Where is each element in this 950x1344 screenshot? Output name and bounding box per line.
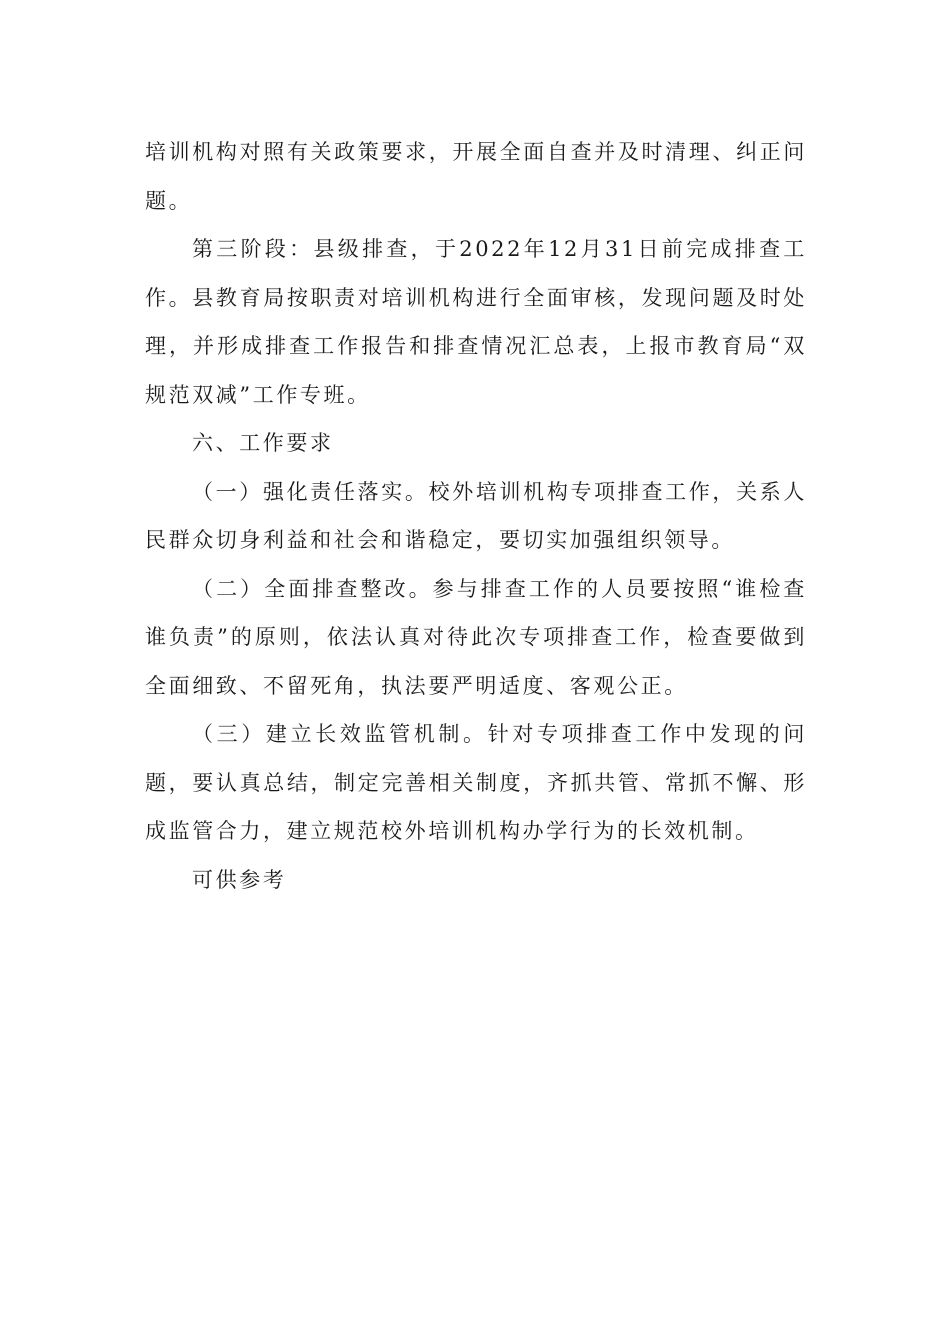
section-heading-work-requirements: 六、工作要求 [192,431,334,455]
document-body [145,128,807,904]
paragraph-self-check: 培训机构对照有关政策要求，开展全面自查并及时清理、纠正问题。 [145,140,807,213]
paragraph-requirement-two: （二）全面排查整改。参与排查工作的人员要按照“谁检查谁负责”的原则，依法认真对待此次专项排查工作，检查要做到全面细致、不留死角，执法要严明适度、客观公正。 [145,576,807,698]
reference-note: 可供参考 [192,867,287,892]
paragraph-requirement-three: （三）建立长效监管机制。针对专项排查工作中发现的问题，要认真总结，制定完善相关制度，齐抓共管、常抓不懈、形成监管合力，建立规范校外培训机构办学行为的长效机制。 [145,722,807,843]
paragraph-stage-three: 第三阶段：县级排查，于2022年12月31日前完成排查工作。县教育局按职责对培训机构进行全面审核，发现问题及时处理，并形成排查工作报告和排查情况汇总表，上报市教育局“双规范双减”工作专班。 [145,237,807,407]
paragraph-requirement-one: （一）强化责任落实。校外培训机构专项排查工作，关系人民群众切身利益和社会和谐稳定，要切实加强组织领导。 [145,479,807,552]
